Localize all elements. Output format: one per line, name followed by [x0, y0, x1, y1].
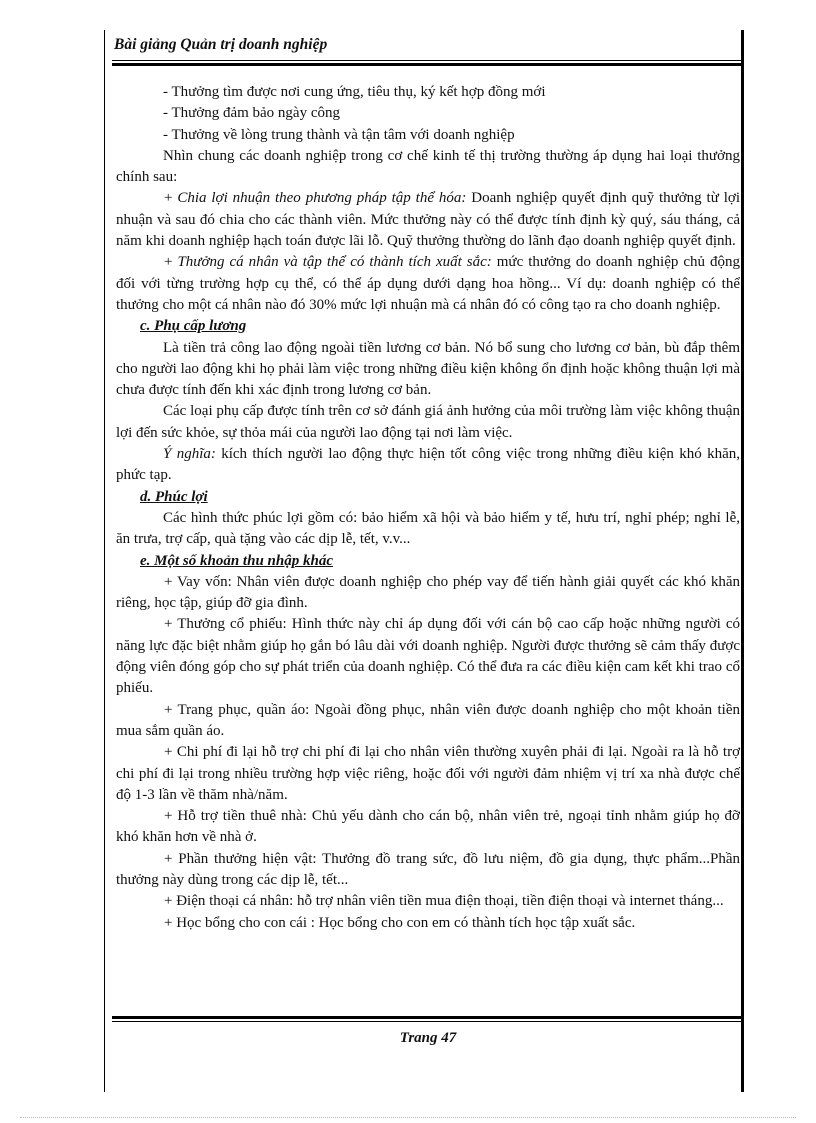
header-rule-thick [112, 63, 742, 66]
page-header [112, 36, 742, 66]
heading-e-other-income: e. Một số khoản thu nhập khác [140, 552, 333, 569]
header-title: Bài giảng Quản trị doanh nghiệp [114, 36, 328, 53]
bullet-loyalty: - Thưởng về lòng trung thành và tận tâm với doanh nghiệp [163, 126, 515, 143]
item-phone: + Điện thoại cá nhân: hỗ trợ nhân viên tiền mua điện thoại, tiền điện thoại và internet tháng... [164, 893, 724, 910]
paragraph-intro: Nhìn chung các doanh nghiệp trong cơ chế kinh tế thị trường thường áp dụng hai loại thưởng chính sau: [116, 147, 740, 186]
profit-sharing-term: Chia lợi nhuận theo phương pháp tập thể hóa: [177, 190, 467, 207]
profit-sharing-text: Doanh nghiệp quyết định quỹ thưởng từ lợi nhuận và sau đó chia cho các thành viên. Mức thưởng này có thể được tính định kỳ quý, sáu tháng, cả năm khi doanh nghiệp hạch toán được lãi lỗ. Quỹ thưởng thường do lãnh đạo doanh nghiệp quyết định. [116, 190, 740, 250]
paragraph-profit-sharing [116, 188, 740, 252]
item-gifts: + Phần thưởng hiện vật: Thưởng đồ trang sức, đồ lưu niệm, đồ gia dụng, thực phẩm...Phần thưởng này dùng trong các dịp lễ, tết... [116, 850, 740, 888]
page-bottom-dotted-line [20, 1117, 796, 1118]
paragraph-allowance-definition: Là tiền trả công lao động ngoài tiền lương cơ bản. Nó bổ sung cho lương cơ bản, bù đắp thêm cho người lao động khi họ phải làm việc trong những điều kiện không ổn định hoặc không thuận lợi mà chưa được tính đến khi xác định trong lương cơ bản. [116, 339, 740, 399]
bullet-supply-contract: - Thưởng tìm được nơi cung ứng, tiêu thụ, ký kết hợp đồng mới [163, 84, 546, 100]
page-number: Trang 47 [399, 1030, 457, 1046]
allowance-meaning-text: kích thích người lao động thực hiện tốt công việc trong những điều kiện khó khăn, phức tạp. [116, 446, 740, 484]
allowance-meaning-term: Ý nghĩa: [163, 446, 216, 463]
document-body [116, 82, 740, 934]
item-housing-support: + Hỗ trợ tiền thuê nhà: Chủ yếu dành cho cán bộ, nhân viên trẻ, ngoại tỉnh nhằm giúp họ đỡ khó khăn hơn về nhà ở. [116, 808, 740, 846]
individual-bonus-text: mức thưởng do doanh nghiệp chủ động đối với từng trường hợp cụ thể, có thể áp dụng dưới dạng hoa hồng... Ví dụ: doanh nghiệp có thể thưởng cho một cá nhân nào đó 30% mức lợi nhuận mà cá nhân đó có công tạo ra cho doanh nghiệp. [116, 254, 740, 313]
footer-rule-thick [112, 1016, 744, 1019]
heading-d-welfare: d. Phúc lợi [140, 488, 208, 505]
heading-c-allowance: c. Phụ cấp lương [140, 318, 247, 335]
paragraph-individual-bonus [116, 252, 740, 316]
item-clothing: + Trang phục, quần áo: Ngoài đồng phục, nhân viên được doanh nghiệp cho một khoản tiền mua sắm quần áo. [116, 701, 740, 739]
paragraph-welfare: Các hình thức phúc lợi gồm có: bảo hiểm xã hội và bảo hiểm y tế, hưu trí, nghỉ phép; nghỉ lễ, ăn trưa, trợ cấp, quà tặng vào các dịp lễ, tết, v.v... [116, 509, 740, 548]
header-rule-thin [112, 60, 742, 61]
individual-bonus-term: Thưởng cá nhân và tập thể có thành tích xuất sắc: [177, 254, 492, 271]
profit-sharing-lead: + [164, 190, 178, 207]
item-loan: + Vay vốn: Nhân viên được doanh nghiệp cho phép vay để tiến hành giải quyết các khó khăn riêng, học tập, giúp đỡ gia đình. [116, 573, 740, 612]
footer-rule-thin [112, 1021, 744, 1022]
bullet-attendance: - Thưởng đảm bảo ngày công [163, 105, 340, 122]
page-footer [112, 1016, 744, 1047]
item-travel-cost: + Chi phí đi lại hỗ trợ chi phí đi lại cho nhân viên thường xuyên phải đi lại. Ngoài ra là hỗ trợ chi phí đi lại trong nhiều trường hợp việc riêng, hoặc đối với người đảm nhiệm vị trí xa nhà được chế độ 1-3 lần về thăm nhà/năm. [116, 744, 740, 803]
item-stock-bonus: + Thưởng cổ phiếu: Hình thức này chỉ áp dụng đối với cán bộ cao cấp hoặc những người có năng lực đặc biệt nhằm giúp họ gắn bó lâu dài với doanh nghiệp. Người được thưởng sẽ cảm thấy được động viên đóng góp cho sự phát triển của doanh nghiệp. Có thể đưa ra các điều kiện cam kết khi trao cổ phiếu. [116, 616, 740, 697]
item-scholarship: + Học bổng cho con cái : Học bổng cho con em có thành tích học tập xuất sắc. [164, 914, 636, 931]
paragraph-allowance-types: Các loại phụ cấp được tính trên cơ sở đánh giá ảnh hưởng của môi trường làm việc không thuận lợi đến sức khỏe, sự thỏa mái của người lao động tại nơi làm việc. [116, 403, 740, 441]
individual-bonus-lead: + [164, 254, 178, 271]
paragraph-allowance-meaning [116, 444, 740, 487]
